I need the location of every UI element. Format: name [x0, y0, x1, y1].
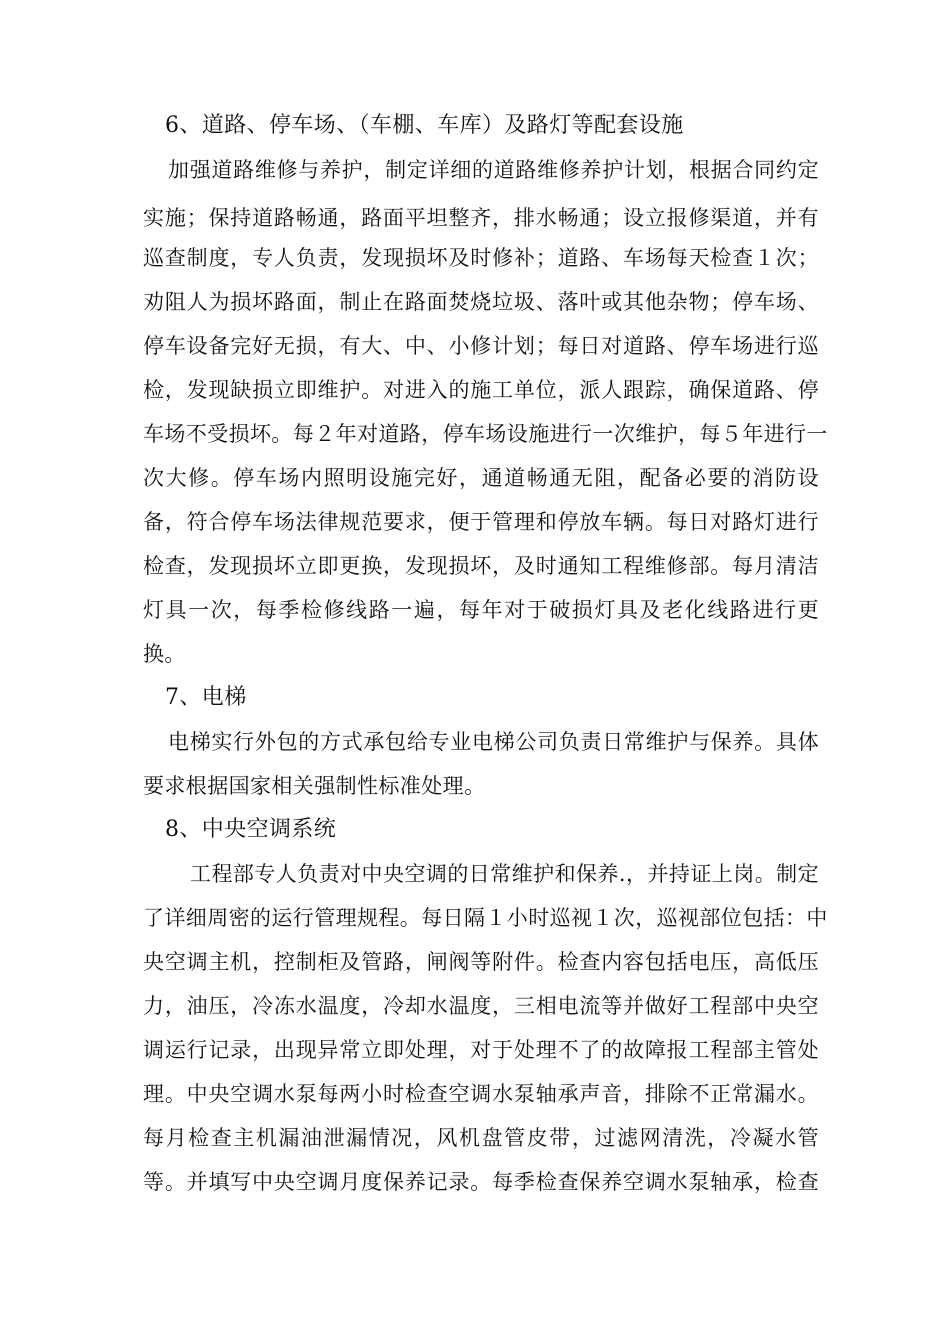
paragraph-line: 了详细周密的运行管理规程。每日隔１小时巡视１次，巡视部位包括：中 — [143, 906, 828, 930]
paragraph-line: 实施；保持道路畅通，路面平坦整齐，排水畅通；设立报修渠道，并有 — [143, 206, 819, 230]
paragraph-line: 理。中央空调水泵每两小时检查空调水泵轴承声音，排除不正常漏水。 — [143, 1082, 819, 1106]
paragraph-line: 等。并填写中央空调月度保养记录。每季检查保养空调水泵轴承，检查 — [143, 1170, 819, 1194]
paragraph-line: 换。 — [143, 642, 186, 666]
paragraph-line: 调运行记录，出现异常立即处理，对于处理不了的故障报工程部主管处 — [143, 1038, 819, 1062]
paragraph-line: 检查，发现损坏立即更换，发现损坏，及时通知工程维修部。每月清洁 — [143, 554, 819, 578]
paragraph-line: 巡查制度，专人负责，发现损坏及时修补；道路、车场每天检查１次； — [143, 246, 819, 270]
section-heading-7: 7、电梯 — [165, 685, 247, 710]
section-heading-6: 6、道路、停车场、（车棚、车库）及路灯等配套设施 — [165, 113, 684, 138]
paragraph-line: 加强道路维修与养护，制定详细的道路维修养护计划，根据合同约定 — [168, 158, 819, 182]
paragraph-line: 要求根据国家相关强制性标准处理。 — [143, 774, 486, 798]
paragraph-line: 央空调主机，控制柜及管路，闸阀等附件。检查内容包括电压，高低压 — [143, 950, 819, 974]
paragraph-line: 力，油压，冷冻水温度，冷却水温度，三相电流等并做好工程部中央空 — [143, 994, 819, 1018]
paragraph-line: 车场不受损坏。每２年对道路，停车场设施进行一次维护，每５年进行一 — [143, 422, 828, 446]
section-heading-8: 8、中央空调系统 — [165, 817, 337, 842]
paragraph-line: 停车设备完好无损，有大、中、小修计划；每日对道路、停车场进行巡 — [143, 334, 819, 358]
paragraph-line: 工程部专人负责对中央空调的日常维护和保养.，并持证上岗。制定 — [190, 862, 819, 886]
paragraph-line: 次大修。停车场内照明设施完好，通道畅通无阻，配备必要的消防设 — [143, 466, 819, 490]
paragraph-line: 检，发现缺损立即维护。对进入的施工单位，派人跟踪，确保道路、停 — [143, 378, 819, 402]
paragraph-line: 灯具一次，每季检修线路一遍，每年对于破损灯具及老化线路进行更 — [143, 598, 819, 622]
paragraph-line: 备，符合停车场法律规范要求，便于管理和停放车辆。每日对路灯进行 — [143, 510, 819, 534]
paragraph-line: 劝阻人为损坏路面，制止在路面焚烧垃圾、落叶或其他杂物；停车场、 — [143, 290, 819, 314]
paragraph-line: 每月检查主机漏油泄漏情况，风机盘管皮带，过滤网清洗，冷凝水管 — [143, 1126, 819, 1150]
paragraph-line: 电梯实行外包的方式承包给专业电梯公司负责日常维护与保养。具体 — [168, 730, 819, 754]
